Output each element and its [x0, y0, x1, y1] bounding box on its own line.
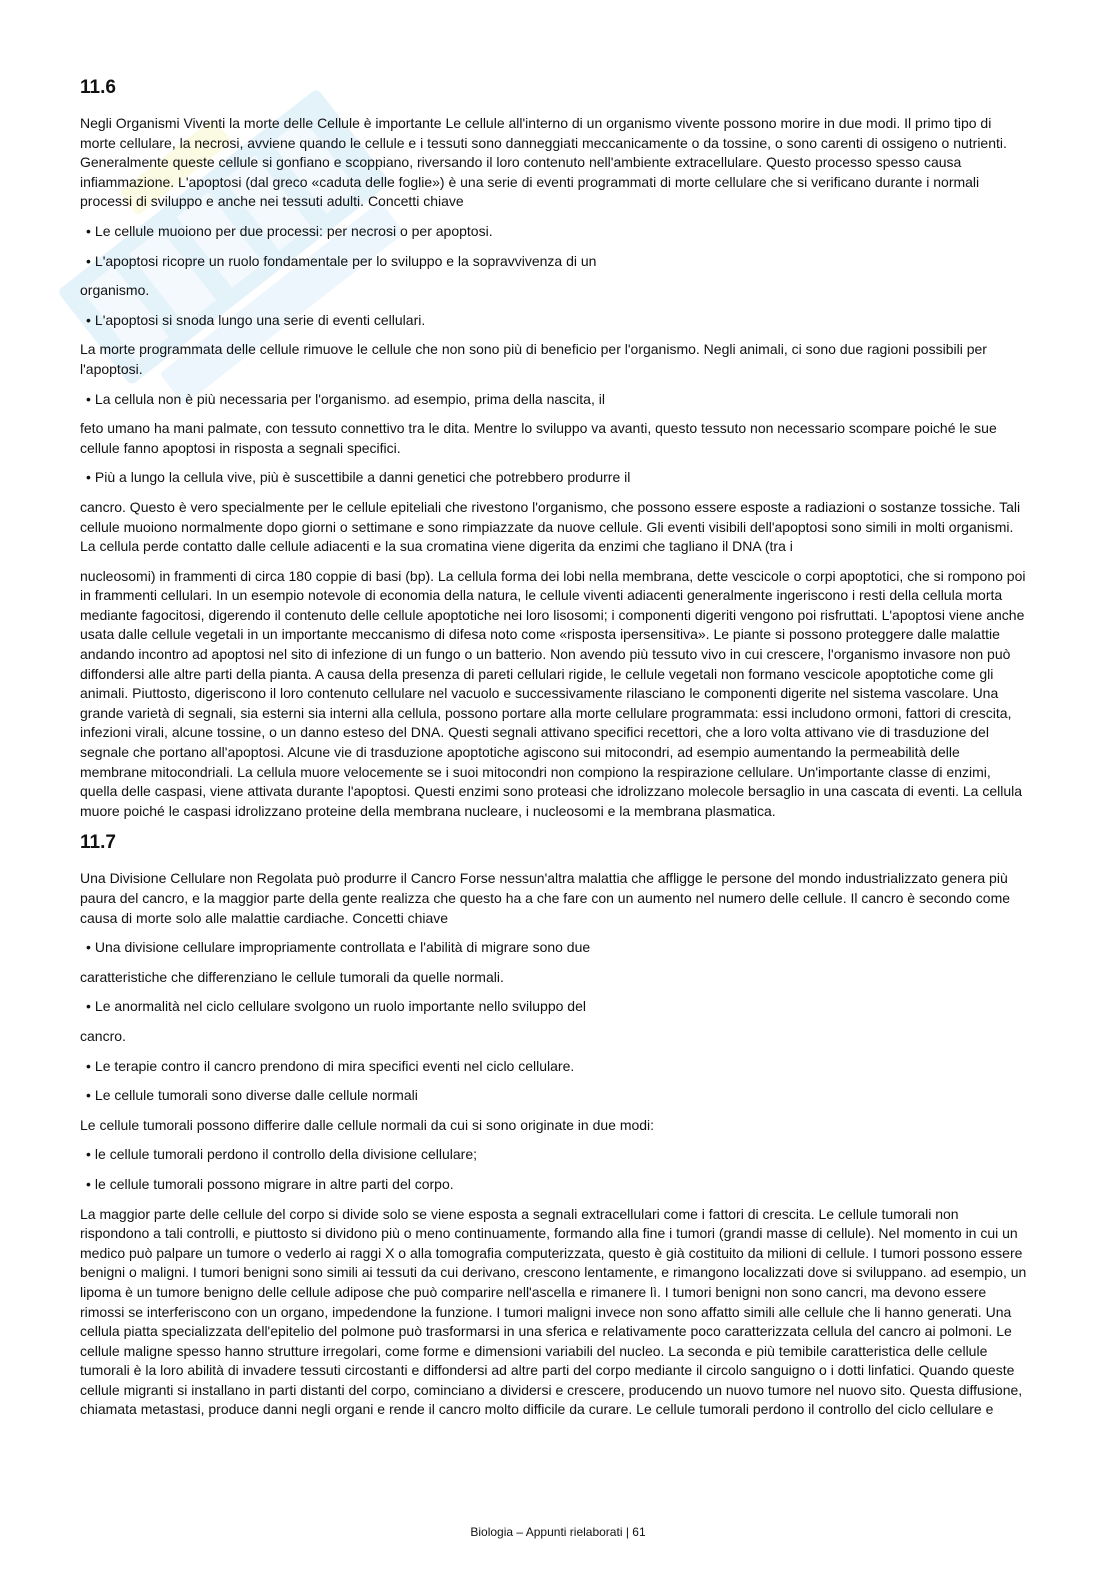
paragraph: cancro. Questo è vero specialmente per le cellule epiteliali che rivestono l'organismo, che possono essere esposte a radiazioni o sostanze tossiche. Tali cellule muoiono normalmente dopo giorni o settimane e sono rimpiazzate da nuove cellule. Gli eventi visibili dell'apoptosi sono simili in molti organismi. La cellula perde contatto dalle cellule adiacenti e la sua cromatina viene digerita da enzimi che tagliano il DNA (tra i: [80, 498, 1021, 555]
bullet-item: [80, 222, 1030, 242]
bullet-item: [80, 390, 1030, 410]
paragraph: cancro.: [80, 1027, 126, 1044]
bullet-item: [80, 468, 1030, 488]
page-footer: Biologia – Appunti rielaborati | 61: [470, 1525, 646, 1539]
bullet-text: Una divisione cellulare impropriamente controllata e l'abilità di migrare sono due: [94, 939, 591, 956]
paragraph: Una Divisione Cellulare non Regolata può produrre il Cancro Forse nessun'altra malattia che affligge le persone del mondo industrializzato genera più paura del cancro, e la maggior parte della gente realizza che questo ha a che fare con un aumento nel numero delle cellule. Il cancro è secondo come causa di morte solo alle malattie cardiache. Concetti chiave: [80, 870, 1011, 926]
paragraph: Le cellule tumorali possono differire dalle cellule normali da cui si sono originate in due modi:: [80, 1116, 655, 1133]
bullet-text: Le anormalità nel ciclo cellulare svolgono un ruolo importante nello sviluppo del: [94, 998, 586, 1015]
bullet-item: [80, 311, 1030, 331]
section-heading: 11.6: [80, 77, 116, 98]
bullet-item: [80, 938, 1030, 958]
bullet-item: [80, 252, 1030, 272]
bullet-symbol: •: [86, 939, 91, 956]
paragraph: La morte programmata delle cellule rimuove le cellule che non sono più di beneficio per l'organismo. Negli animali, ci sono due ragioni possibili per l'apoptosi.: [80, 341, 987, 377]
bullet-text: Le cellule muoiono per due processi: per necrosi o per apoptosi.: [94, 222, 493, 239]
bullet-text: le cellule tumorali possono migrare in altre parti del corpo.: [94, 1175, 454, 1192]
paragraph: La maggior parte delle cellule del corpo si divide solo se viene esposta a segnali extracellulari come i fattori di crescita. Le cellule tumorali non rispondono a tali controlli, e piuttosto si dividono più o meno continuamente, formando alla fine i tumori (grandi masse di cellule). Nel momento in cui un medico può palpare un tumore o vederlo ai raggi X o alla tomografia computerizzata, questo è già costituito da milioni di cellule. I tumori possono essere benigni o maligni. I tumori benigni sono simili ai tessuti da cui derivano, crescono lentamente, e rimangono localizzati dove si sviluppano. ad esempio, un lipoma è un tumore benigno delle cellule adipose che può comparire nell'ascella e rimanere lì. I tumori benigni non sono cancri, ma devono essere rimossi se interferiscono con un organo, impedendone la funzione. I tumori maligni invece non sono affatto simili alle cellule che li hanno generati. Una cellula piatta specializzata dell'epitelio del polmone può trasformarsi in una sferica e relativamente poco caratterizzata cellula del cancro ai polmoni. Le cellule maligne spesso hanno strutture irregolari, come forme e dimensioni variabili del nucleo. La seconda e più temibile caratteristica delle cellule tumorali è la loro abilità di invadere tessuti circostanti e diffondersi ad altre parti del corpo mediante il circolo sanguigno o i dotti linfatici. Quando queste cellule migranti si installano in parti distanti del corpo, cominciano a dividersi e crescere, producendo un nuovo tumore nel nuovo sito. Questa diffusione, chiamata metastasi, produce danni negli organi e rende il cancro molto difficile da curare. Le cellule tumorali perdono il controllo del ciclo cellulare e: [80, 1205, 1027, 1418]
bullet-item: [80, 1057, 1030, 1077]
section-heading: 11.7: [80, 832, 116, 854]
bullet-text: Le terapie contro il cancro prendono di mira specifici eventi nel ciclo cellulare.: [94, 1057, 575, 1074]
bullet-symbol: •: [86, 1146, 91, 1163]
bullet-symbol: •: [86, 311, 91, 328]
bullet-text: Più a lungo la cellula vive, più è suscettibile a danni genetici che potrebbero produrre il: [94, 469, 631, 486]
paragraph: caratteristiche che differenziano le cellule tumorali da quelle normali.: [80, 968, 504, 985]
bullet-symbol: •: [86, 469, 91, 486]
bullet-item: [80, 1175, 1030, 1195]
bullet-text: L'apoptosi si snoda lungo una serie di eventi cellulari.: [94, 311, 426, 328]
document-page: [80, 76, 1030, 1430]
bullet-text: le cellule tumorali perdono il controllo della divisione cellulare;: [94, 1146, 478, 1163]
bullet-text: Le cellule tumorali sono diverse dalle cellule normali: [94, 1087, 418, 1104]
bullet-symbol: •: [86, 222, 91, 239]
bullet-item: [80, 997, 1030, 1017]
paragraph: Negli Organismi Viventi la morte delle Cellule è importante Le cellule all'interno di un organismo vivente possono morire in due modi. Il primo tipo di morte cellulare, la necrosi, avviene quando le cellule e i tessuti sono danneggiati meccanicamente o da tossine, o sono carenti di ossigeno o nutrienti. Generalmente queste cellule si gonfiano e scoppiano, riversando il loro contenuto nell'ambiente extracellulare. Questo processo spesso causa infiammazione. L'apoptosi (dal greco «caduta delle foglie») è una serie di eventi programmati di morte cellulare che si verificano durante i normali processi di sviluppo e anche nei tessuti adulti. Concetti chiave: [80, 115, 1007, 210]
bullet-text: L'apoptosi ricopre un ruolo fondamentale per lo sviluppo e la sopravvivenza di un: [94, 252, 597, 269]
bullet-symbol: •: [86, 1175, 91, 1192]
paragraph: feto umano ha mani palmate, con tessuto connettivo tra le dita. Mentre lo sviluppo va avanti, questo tessuto non necessario scompare poiché le sue cellule fanno apoptosi in risposta a segnali specifici.: [80, 420, 997, 456]
paragraph: nucleosomi) in frammenti di circa 180 coppie di basi (bp). La cellula forma dei lobi nella membrana, dette vescicole o corpi apoptotici, che si rompono poi in frammenti cellulari. In un esempio notevole di economia della natura, le cellule viventi adiacenti generalmente ingeriscono i resti della cellula morta mediante fagocitosi, digerendo il contenuto delle cellule apoptotiche nei loro lisosomi; i componenti digeriti vengono poi risfruttati. L'apoptosi viene anche usata dalle cellule vegetali in un importante meccanismo di difesa noto come «risposta ipersensitiva». Le piante si possono proteggere dalle malattie andando incontro ad apoptosi nel sito di infezione di un fungo o un batterio. Non avendo più tessuto vivo in cui crescere, l'organismo invasore non può diffondersi alle altre parti della pianta. A causa della presenza di pareti cellulari rigide, le cellule vegetali non formano vescicole apoptotiche come gli animali. Piuttosto, digeriscono il loro contenuto cellulare nel vacuolo e successivamente rilasciano le componenti digerite nel sistema vascolare. Una grande varietà di segnali, sia esterni sia interni alla cellula, possono portare alla morte cellulare programmata: essi includono ormoni, fattori di crescita, infezioni virali, alcune tossine, o un danno esteso del DNA. Questi segnali attivano specifici recettori, che a loro volta attivano vie di trasduzione del segnale che portano all'apoptosi. Alcune vie di trasduzione apoptotiche agiscono sui mitocondri, ad esempio aumentando la permeabilità delle membrane mitocondriali. La cellula muore velocemente se i suoi mitocondri non compiono la respirazione cellulare. Un'importante classe di enzimi, quella delle caspasi, viene attivata durante l'apoptosi. Questi enzimi sono proteasi che idrolizzano molecole bersaglio in una cascata di eventi. La cellula muore poiché le caspasi idrolizzano proteine della membrana nucleare, i nucleosomi e la membrana plasmatica.: [80, 567, 1026, 819]
bullet-symbol: •: [86, 998, 91, 1015]
bullet-text: La cellula non è più necessaria per l'organismo. ad esempio, prima della nascita, il: [94, 390, 605, 407]
bullet-symbol: •: [86, 1087, 91, 1104]
paragraph: organismo.: [80, 282, 150, 299]
bullet-symbol: •: [86, 1057, 91, 1074]
bullet-item: [80, 1145, 1030, 1165]
bullet-item: [80, 1086, 1030, 1106]
bullet-symbol: •: [86, 252, 91, 269]
bullet-symbol: •: [86, 390, 91, 407]
